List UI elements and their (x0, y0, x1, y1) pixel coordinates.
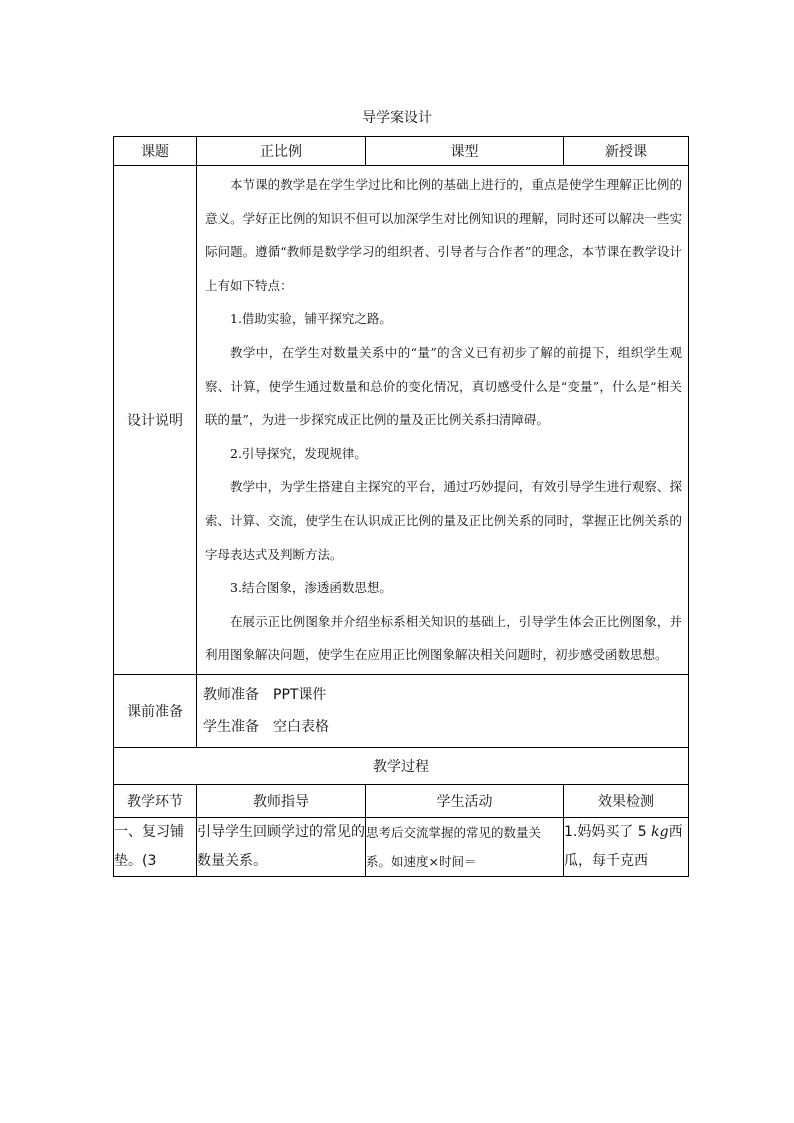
design-row (114, 166, 689, 675)
column-header: 教学环节 (114, 784, 197, 817)
lesson-plan-table (113, 136, 689, 877)
design-paragraph: 教学中，在学生对数量关系中的“量”的含义已有初步了解的前提下，组织学生观察、计算，使学生通过数量和总价的变化情况，真切感受什么是“变量”，什么是“相关联的量”，为进一步探究成正比例的量及正比例关系扫清障碍。 (205, 344, 682, 428)
student-activity-text: 思考后交流掌握的常见的数量关系。如速度×时间＝ (366, 824, 542, 869)
prep-content (197, 674, 689, 747)
teacher-guidance-text: 引导学生回顾学过的常见的数量关系。 (197, 823, 365, 869)
process-column-header-row (114, 784, 689, 817)
student-activity-cell (366, 817, 564, 876)
design-label: 设计说明 (114, 166, 197, 675)
design-paragraph: 1.借助实验，铺平探究之路。 (230, 311, 392, 327)
column-header: 教师指导 (197, 784, 366, 817)
stage-cell (114, 817, 197, 876)
effect-check-part-a: 1.妈妈买了 5 (564, 823, 647, 840)
design-paragraph: 在展示正比例图象并介绍坐标系相关知识的基础上，引导学生体会正比例图象，并利用图象解决问题，使学生在应用正比例图象解决相关问题时，初步感受函数思想。 (205, 613, 682, 663)
design-paragraph: 教学中，为学生搭建自主探究的平台，通过巧妙提问，有效引导学生进行观察、探索、计算、交流，使学生在认识成正比例的量及正比例关系的同时，掌握正比例关系的字母表达式及判断方法。 (205, 479, 682, 562)
effect-check-text (564, 818, 688, 876)
stage-text: 一、复习铺垫。(3 (114, 823, 184, 869)
teacher-guidance-cell (197, 817, 366, 876)
column-header: 效果检测 (564, 784, 689, 817)
effect-check-cell (564, 817, 689, 876)
type-value: 新授课 (564, 137, 689, 166)
design-paragraph: 本节课的教学是在学生学过比和比例的基础上进行的，重点是使学生理解正比例的意义。学好正比例的知识不但可以加深学生对比例知识的理解，同时还可以解决一些实际问题。遵循“教师是数学学习的组织者、引导者与合作者”的理念，本节课在教学设计上有如下特点： (205, 177, 682, 293)
prep-label: 课前准备 (114, 674, 197, 747)
effect-check-part-b: 西瓜，每千克西 (564, 823, 683, 869)
type-label: 课型 (366, 137, 564, 166)
prep-row (114, 674, 689, 747)
column-header: 学生活动 (366, 784, 564, 817)
process-row (114, 817, 689, 876)
header-row (114, 137, 689, 166)
topic-value: 正比例 (197, 137, 366, 166)
design-content (197, 166, 689, 675)
teacher-prep: 教师准备 PPT课件 (203, 686, 327, 703)
process-title-row (114, 747, 689, 784)
process-title: 教学过程 (114, 747, 689, 784)
design-paragraph: 3.结合图象，渗透函数思想。 (230, 580, 392, 596)
topic-label: 课题 (114, 137, 197, 166)
document-title: 导学案设计 (362, 110, 432, 126)
design-paragraph: 2.引导探究，发现规律。 (230, 445, 367, 461)
unit-kg: kg (651, 823, 669, 840)
student-prep: 学生准备 空白表格 (203, 718, 329, 735)
